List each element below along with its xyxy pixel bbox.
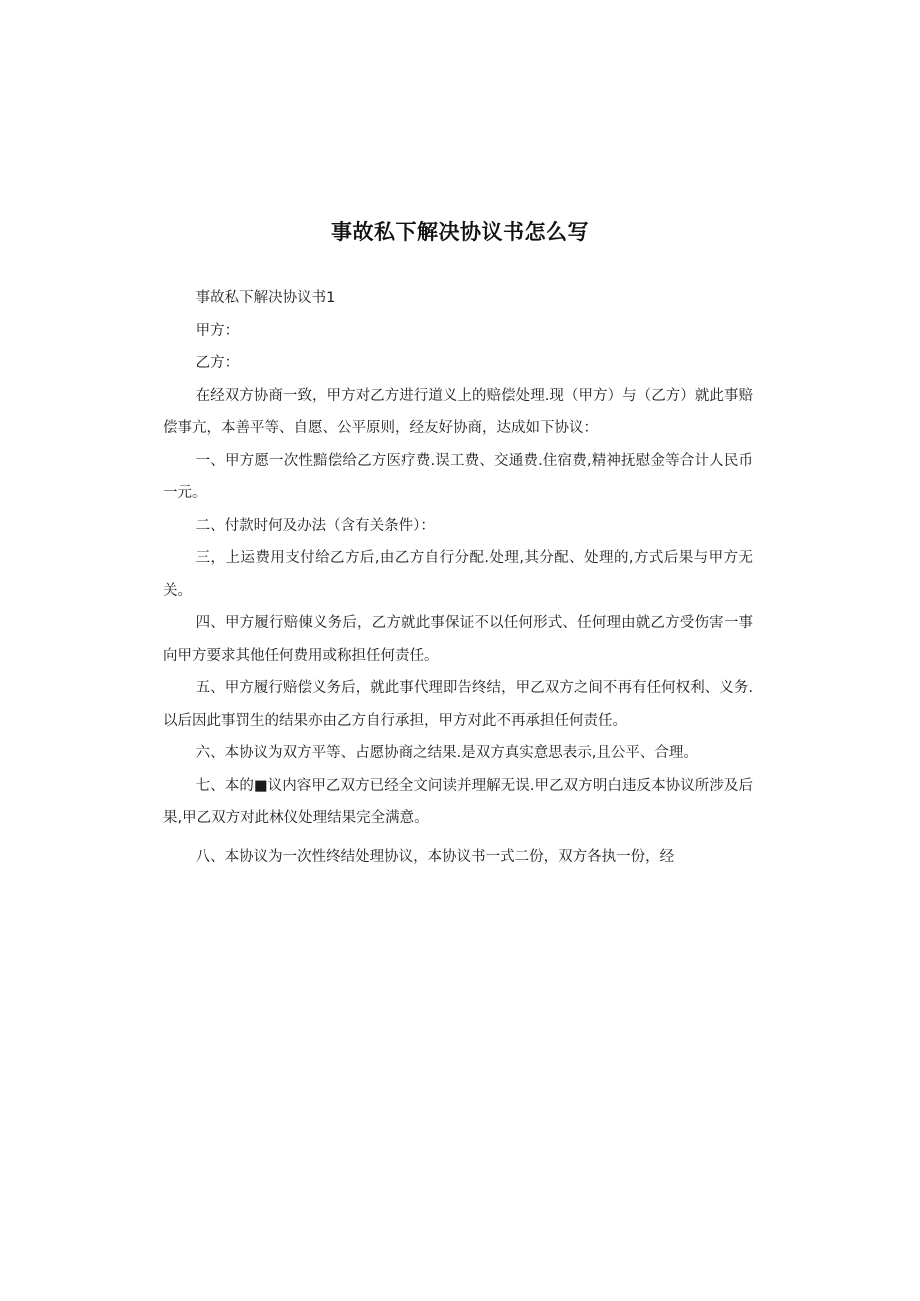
intro-paragraph: 在经双方协商一致，甲方对乙方进行道义上的赔偿处理.现（甲方）与（乙方）就此事赔偿事亢，本善平等、自愿、公平原则，经友好协商，达成如下协议： xyxy=(163,387,753,436)
clause-1: 一、甲方愿一次性黯偿给乙方医疗费.误工费、交通费.住宿费,精神抚慰金等合计人民币一元。 xyxy=(163,452,753,501)
section-heading: 事故私下解决协议书1 xyxy=(195,290,336,306)
document-body xyxy=(163,282,753,873)
party-b-line: 乙方： xyxy=(195,355,240,371)
clause-5: 五、甲方履行赔偿义务后，就此事代理即告终结，甲乙双方之间不再有任何权利、义务.以后因此事罚生的结果亦由乙方自行承担，甲方对此不再承担任何责任。 xyxy=(163,680,753,729)
clause-4: 四、甲方履行赔倲义务后，乙方就此事保证不以任何形式、任何理由就乙方受伤害一事向甲方要求其他任何费用或称担任何责任。 xyxy=(163,615,753,664)
document-title: 事故私下解决协议书怎么写 xyxy=(331,220,589,244)
clause-3: 三，上运费用支付给乙方后,由乙方自行分配.处理,其分配、处理的,方式后果与甲方无关。 xyxy=(163,550,753,599)
clause-2: 二、付款时何及办法（含有关条件）： xyxy=(195,517,435,534)
clause-7: 七、本的■议内容甲乙双方已经全文问读并理解无误.甲乙双方明白违反本协议所涉及后果,甲乙双方对此林仪处理结果完全满意。 xyxy=(163,777,753,826)
party-a-line: 甲方： xyxy=(195,322,240,339)
clause-8: 八、本协议为一次性终结处理协议，本协议书一式二份，双方各执一份，经 xyxy=(195,848,675,865)
clause-6: 六、本协议为双方平等、占愿协商之结果.是双方真实意思表示,且公平、合理。 xyxy=(195,745,698,761)
